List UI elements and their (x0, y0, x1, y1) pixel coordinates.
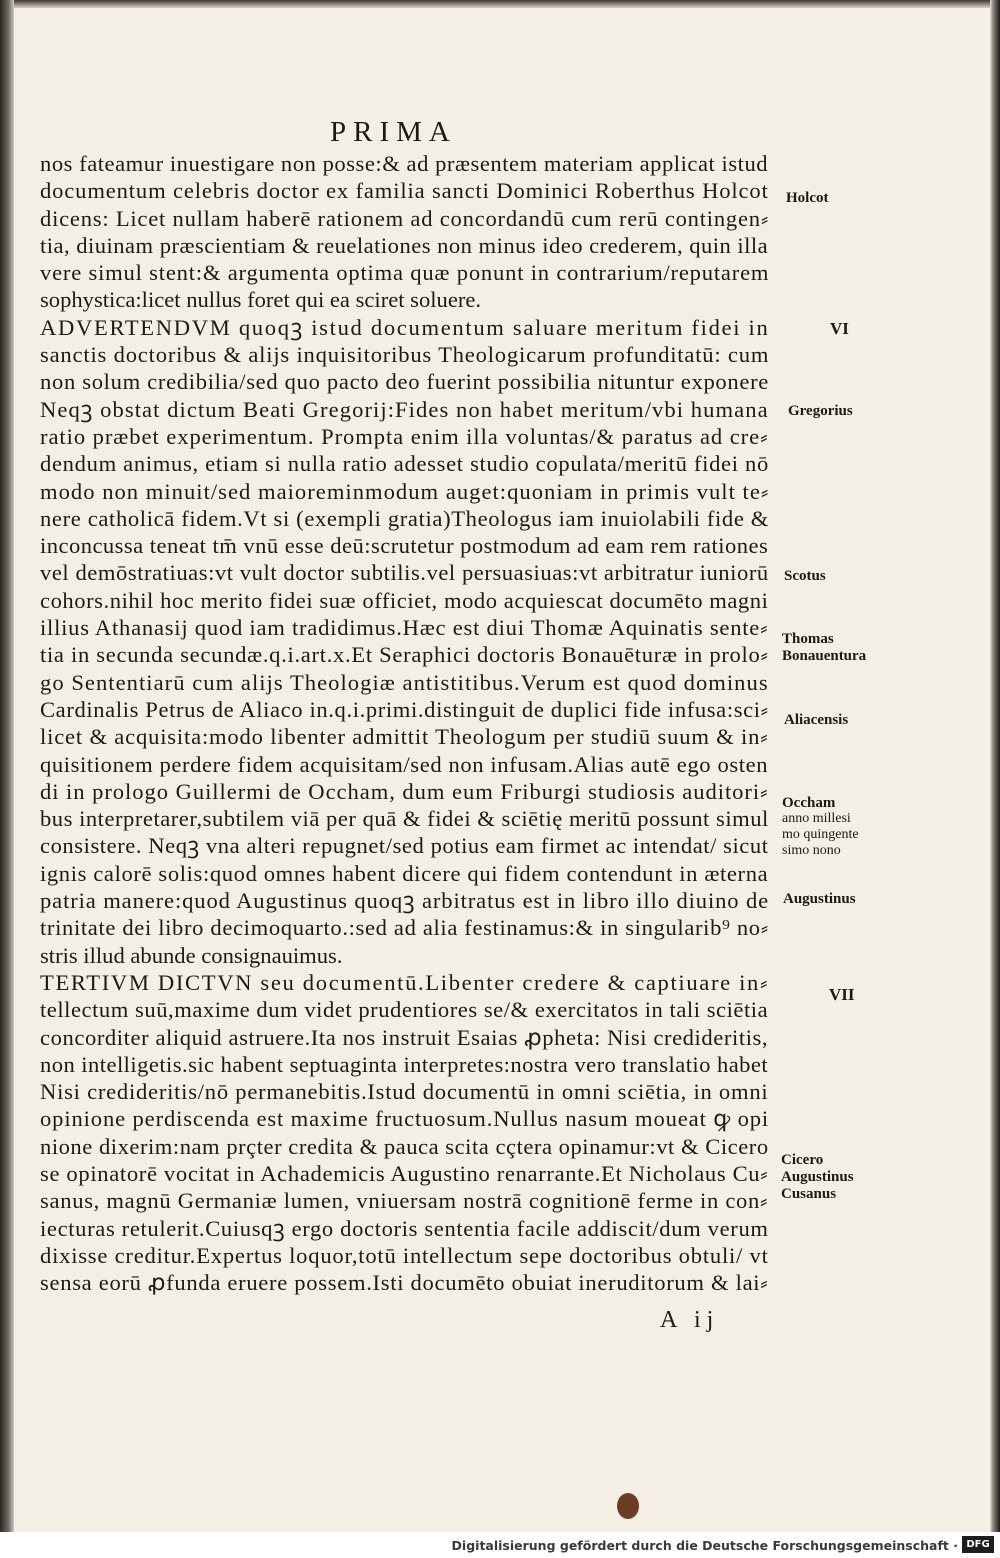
margin-note-scotus: Scotus (784, 568, 826, 584)
margin-note-augustinus-2: Augustinus (781, 1169, 854, 1185)
margin-note-holcot: Holcot (786, 190, 829, 206)
text-line: dixisse creditur.Expertus loquor,totū intellectum sepe doctoribus obtuli/ vt (40, 1242, 769, 1268)
page-gutter-edge (0, 0, 14, 1532)
text-line: patria manere:quod Augustinus quoqꝫ arbitratus est in libro illo diuino de (40, 888, 770, 914)
text-line: non solum credibilia/sed quo pacto deo fuerint possibilia nituntur exponere (40, 369, 769, 395)
text-line: tia, diuinam præscientiam & reuelationes non minus ideo crederem, quin illa (40, 232, 769, 258)
text-line: Nisi credideritis/nō permanebitis.Istud documentū in omni sciētia, in omni (40, 1079, 769, 1105)
text-line: documentum celebris doctor ex familia sancti Dominici Roberthus Holcot (40, 178, 769, 204)
margin-note-thomas: Thomas (782, 631, 834, 647)
margin-note-occham-date-2: mo quingente (782, 827, 859, 842)
margin-note-aliacensis: Aliacensis (784, 712, 849, 728)
margin-note-augustinus: Augustinus (783, 891, 856, 907)
text-line: se opinatorē vocitat in Achademicis Augustino renarrante.Et Nicholaus Cu⸗ (40, 1160, 769, 1186)
text-line: inconcussa teneat tm̄ vnū esse deū:scrutetur postmodum ad eam rem rationes (40, 533, 769, 559)
margin-note-section-vii: VII (829, 985, 855, 1004)
text-line: opinione perdiscenda est maxime fructuosum.Nullus nasum moueat ꝙ opi (40, 1106, 770, 1132)
text-line: Neqꝫ obstat dictum Beati Gregorij:Fides non habet meritum/vbi humana (40, 396, 769, 422)
text-line: ADVERTENDVM quoqꝫ istud documentum saluare meritum fidei in (40, 314, 770, 340)
margin-note-gregorius: Gregorius (788, 403, 853, 419)
footer-credit: Digitalisierung gefördert durch die Deutsche Forschungsgemeinschaft · (451, 1538, 958, 1553)
text-line: di in prologo Guillermi de Occham, dum eum Friburgi studiosis auditori⸗ (40, 778, 769, 804)
text-line: sanus, magnū Germaniæ lumen, vniuersam nostrā cognitionē ferme in con⸗ (40, 1188, 769, 1214)
text-line: ratio præbet experimentum. Prompta enim illa voluntas/& paratus ad cre⸗ (40, 423, 769, 449)
margin-note-bonauentura: Bonauentura (782, 648, 867, 664)
text-line: iecturas retulerit.Cuiusqꝫ ergo doctoris sententia facile addiscit/dum verum (40, 1215, 769, 1241)
margin-note-section-vi: VI (830, 319, 849, 338)
text-line: trinitate dei libro decimoquarto.:sed ad alia festinamus:& in singularib⁹ no⸗ (40, 915, 769, 941)
text-line: consistere. Neqꝫ vna alteri repugnet/sed potius eam firmet ac intendat/ sicut (40, 833, 769, 859)
running-head: PRIMA (330, 116, 457, 148)
text-line: vere simul stent:& argumenta optima quæ ponunt in contrarium/reputarem (40, 260, 770, 286)
margin-note-cicero: Cicero (781, 1152, 824, 1168)
margin-note-cusanus: Cusanus (781, 1186, 837, 1202)
text-line: cohors.nihil hoc merito fidei suæ officiet, modo acquiescat documēto magni (40, 587, 769, 613)
text-line: Cardinalis Petrus de Aliaco in.q.i.primi.distinguit de duplici fide infusa:sci⸗ (40, 696, 769, 722)
text-line: licet & acquisita:modo libenter admittit Theologum per studiū suum & in⸗ (40, 724, 769, 750)
text-line: sanctis doctoribus & alijs inquisitoribus Theologicarum profunditatū: cum (40, 342, 770, 368)
text-line: tia in secunda secundæ.q.i.art.x.Et Seraphici doctoris Bonauēturæ in prolo⸗ (40, 642, 769, 668)
dfg-logo: DFG (962, 1536, 994, 1553)
text-line: TERTIVM DICTVN seu documentū.Libenter credere & captiuare in⸗ (40, 969, 770, 995)
text-line: nione dixerim:nam prçter credita & pauca scita cçtera opinamur:vt & Cicero (40, 1133, 769, 1159)
text-line: nere catholicā fidem.Vt si (exempli gratia)Theologus iam inuiolabili fide & (40, 505, 769, 531)
page-top-edge (0, 0, 1000, 8)
text-line: vel demōstratiuas:vt vult doctor subtilis.vel persuasiuas:vt arbitratur iuniorū (40, 560, 769, 586)
text-line: sophystica:licet nullus foret qui ea sciret soluere. (40, 287, 482, 313)
margin-note-occham-date-3: simo nono (782, 843, 841, 858)
margin-note-occham: Occham (782, 795, 836, 811)
text-line: tellectum suū,maxime dum videt prudentiores se/& exercitatos in tali sciētia (40, 997, 769, 1023)
text-line: sensa eorū ꝓfunda eruere possem.Isti documēto obuiat ineruditorum & lai⸗ (40, 1270, 769, 1296)
text-line: ignis calorē solis:quod omnes habent dicere qui fidem contendunt in æterna (40, 860, 769, 886)
body-text (40, 150, 768, 1296)
text-line: dendum animus, etiam si nulla ratio adesset studio copulata/meritū fidei nō (40, 451, 769, 477)
text-line: nos fateamur inuestigare non posse:& ad præsentem materiam applicat istud (40, 151, 769, 176)
ink-stain (617, 1493, 639, 1519)
text-line: illius Athanasij quod iam tradidimus.Hæc est diui Thomæ Aquinatis sente⸗ (40, 615, 769, 641)
text-line: go Sententiarū cum alijs Theologiæ antistitibus.Verum est quod dominus (40, 669, 769, 695)
text-line: stris illud abunde consignauimus. (40, 942, 343, 968)
margin-note-occham-date-1: anno millesi (782, 811, 851, 826)
signature-mark: A ij (660, 1307, 720, 1333)
text-line: modo non minuit/sed maioreminmodum auget:quoniam in primis vult te⸗ (40, 478, 770, 504)
digitization-footer (0, 1532, 1000, 1558)
text-line: bus interpretarer,subtilem viā per quā & fidei & sciētię meritū possunt simul (40, 806, 769, 832)
text-line: non intelligetis.sic habent septuaginta interpretes:nostra vero translatio habet (40, 1051, 769, 1077)
page-right-edge (990, 0, 1000, 1532)
text-line: dicens: Licet nullam haberē rationem ad concordandū cum rerū contingen⸗ (40, 205, 770, 231)
text-line: quisitionem perdere fidem acquisitam/sed non infusam.Alias autē ego osten (40, 751, 769, 777)
text-line: concorditer aliquid astruere.Ita nos instruit Esaias ꝓpheta: Nisi credideritis, (40, 1024, 769, 1050)
